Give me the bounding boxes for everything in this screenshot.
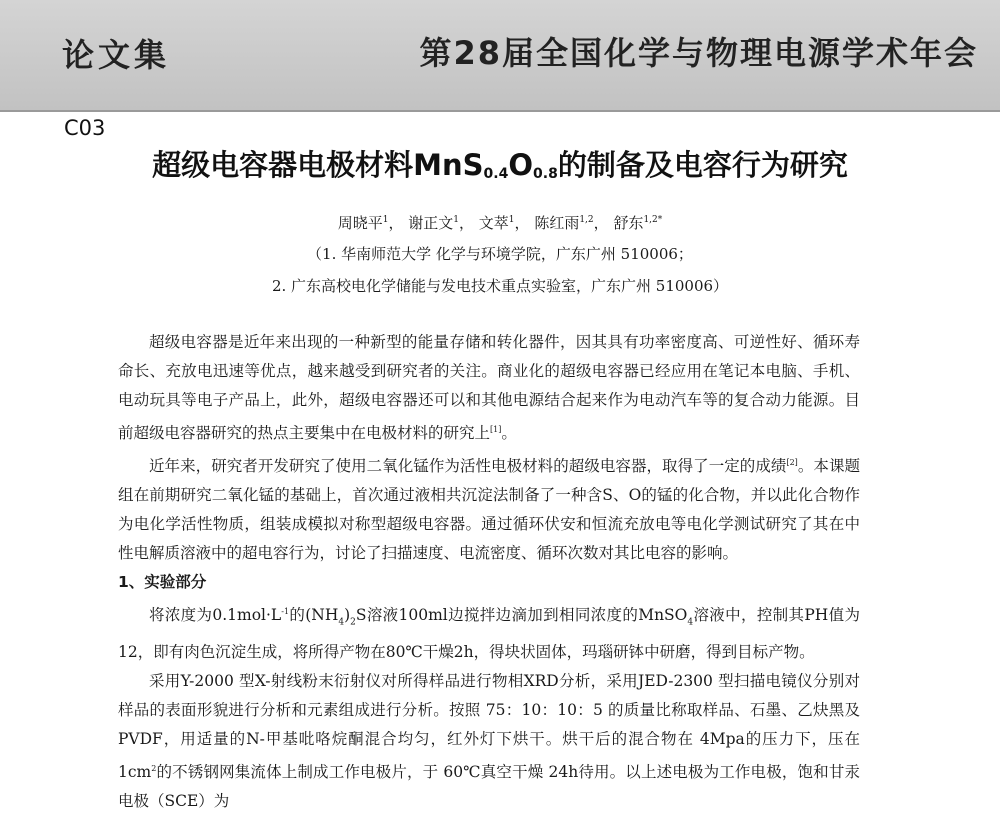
citation: [1]: [490, 425, 502, 434]
paper-title: [0, 143, 1000, 184]
author-list: 周晓平$^1$， 谢正文$^1$， 文萃$^1$， 陈红雨$^{1,2}$， 舒东$^{1,2*}$: [337, 214, 663, 232]
conference-title: 第28届全国化学与物理电源学术年会: [419, 34, 978, 72]
subscript: 4: [338, 617, 345, 628]
title-subscript: 0.4: [483, 166, 509, 182]
paragraph-characterization: [118, 667, 860, 816]
title-part: 的制备及电容行为研究: [557, 148, 848, 182]
author-affil-mark: 1,2: [579, 215, 594, 225]
paper-code: C03: [64, 116, 106, 140]
paragraph-text: S溶液100ml边搅拌边滴加到相同浓度的MnSO: [355, 606, 688, 625]
paragraph-text: 。: [501, 424, 517, 443]
paragraph-text: ): [344, 606, 351, 625]
author-affil-mark: 1,2*: [643, 215, 663, 225]
paragraph-text: 近年来，研究者开发研究了使用二氧化锰作为活性电极材料的超级电容器，取得了一定的成绩: [149, 457, 787, 476]
paragraph-text: 将浓度为0.1mol·L: [149, 606, 282, 625]
author-name: 周晓平: [337, 214, 383, 232]
title-subscript: 0.8: [533, 166, 558, 182]
affiliation-2: 2. 广东高校电化学储能与发电技术重点实验室，广东广州 510006）: [271, 277, 729, 295]
paragraph-text: 超级电容器是近年来出现的一种新型的能量存储和转化器件，因其具有功率密度高、可逆性好、循环寿命长、充放电迅速等优点，越来越受到研究者的关注。商业化的超级电容器已经应用在笔记本电脑、手机、电动玩具等电子产品上，此外，超级电容器还可以和其他电源结合起来作为电动汽车等的复合动力能源。目前超级电容器研究的热点主要集中在电极材料的研究上: [118, 333, 860, 443]
author-name: 陈红雨: [534, 214, 580, 232]
author-name: 舒东: [613, 214, 644, 232]
title-part: 超级电容器电极材料MnS: [152, 148, 484, 182]
paragraph-text: 的(NH: [289, 606, 339, 625]
subscript: 4: [687, 617, 694, 628]
author-name: 文萃: [478, 214, 509, 232]
paragraph-intro: [118, 328, 860, 448]
superscript: 2: [151, 763, 157, 773]
paragraph-background: [118, 448, 860, 568]
collection-label: 论文集: [62, 36, 171, 74]
subscript: 2: [350, 617, 356, 628]
author-affil-mark: 1: [453, 215, 459, 225]
header-banner: [0, 0, 1000, 112]
paragraph-text: 的不锈钢网集流体上制成工作电极片，于 60℃真空干燥 24h待用。以上述电极为工作电极，饱和甘汞电极（SCE）为: [118, 762, 860, 810]
paragraph-synthesis: [118, 597, 860, 666]
paragraph-text: 溶液中，控制其PH值为12，即有肉色沉淀生成，将所得产物在80℃干燥2h，得块状固体，玛瑙研钵中研磨，得到目标产物。: [118, 606, 860, 661]
affiliation-1: （1. 华南师范大学 化学与环境学院，广东广州 510006；: [307, 245, 693, 263]
section-heading: 1、实验部分: [118, 573, 207, 592]
author-affil-mark: 1: [382, 215, 389, 225]
citation: [2]: [786, 458, 798, 468]
superscript: -1: [281, 607, 290, 617]
title-part: O: [508, 148, 534, 182]
paper-body: [118, 328, 860, 816]
author-affil-mark: 1: [508, 215, 515, 225]
author-name: 谢正文: [408, 214, 454, 232]
paragraph-text: 采用Y-2000 型X-射线粉末衍射仪对所得样品进行物相XRD分析，采用JED-2300 型扫描电镜仪分别对样品的表面形貌进行分析和元素组成进行分析。按照 75：10：10：5 的质量比称取样品、石墨、乙炔黑及PVDF，用适量的N-甲基吡咯烷酮混合均匀，红外灯下烘干。烘干后的混合物在 4Mpa的压力下，压在 1cm: [118, 671, 860, 781]
paragraph-text: 。本课题组在前期研究二氧化锰的基础上，首次通过液相共沉淀法制备了一种含S、O的锰的化合物，并以此化合物作为电化学活性物质，组装成模拟对称型超级电容器。通过循环伏安和恒流充放电等电化学测试研究了其在中性电解质溶液中的超电容行为，讨论了扫描速度、电流密度、循环次数对其比电容的影响。: [118, 457, 860, 563]
